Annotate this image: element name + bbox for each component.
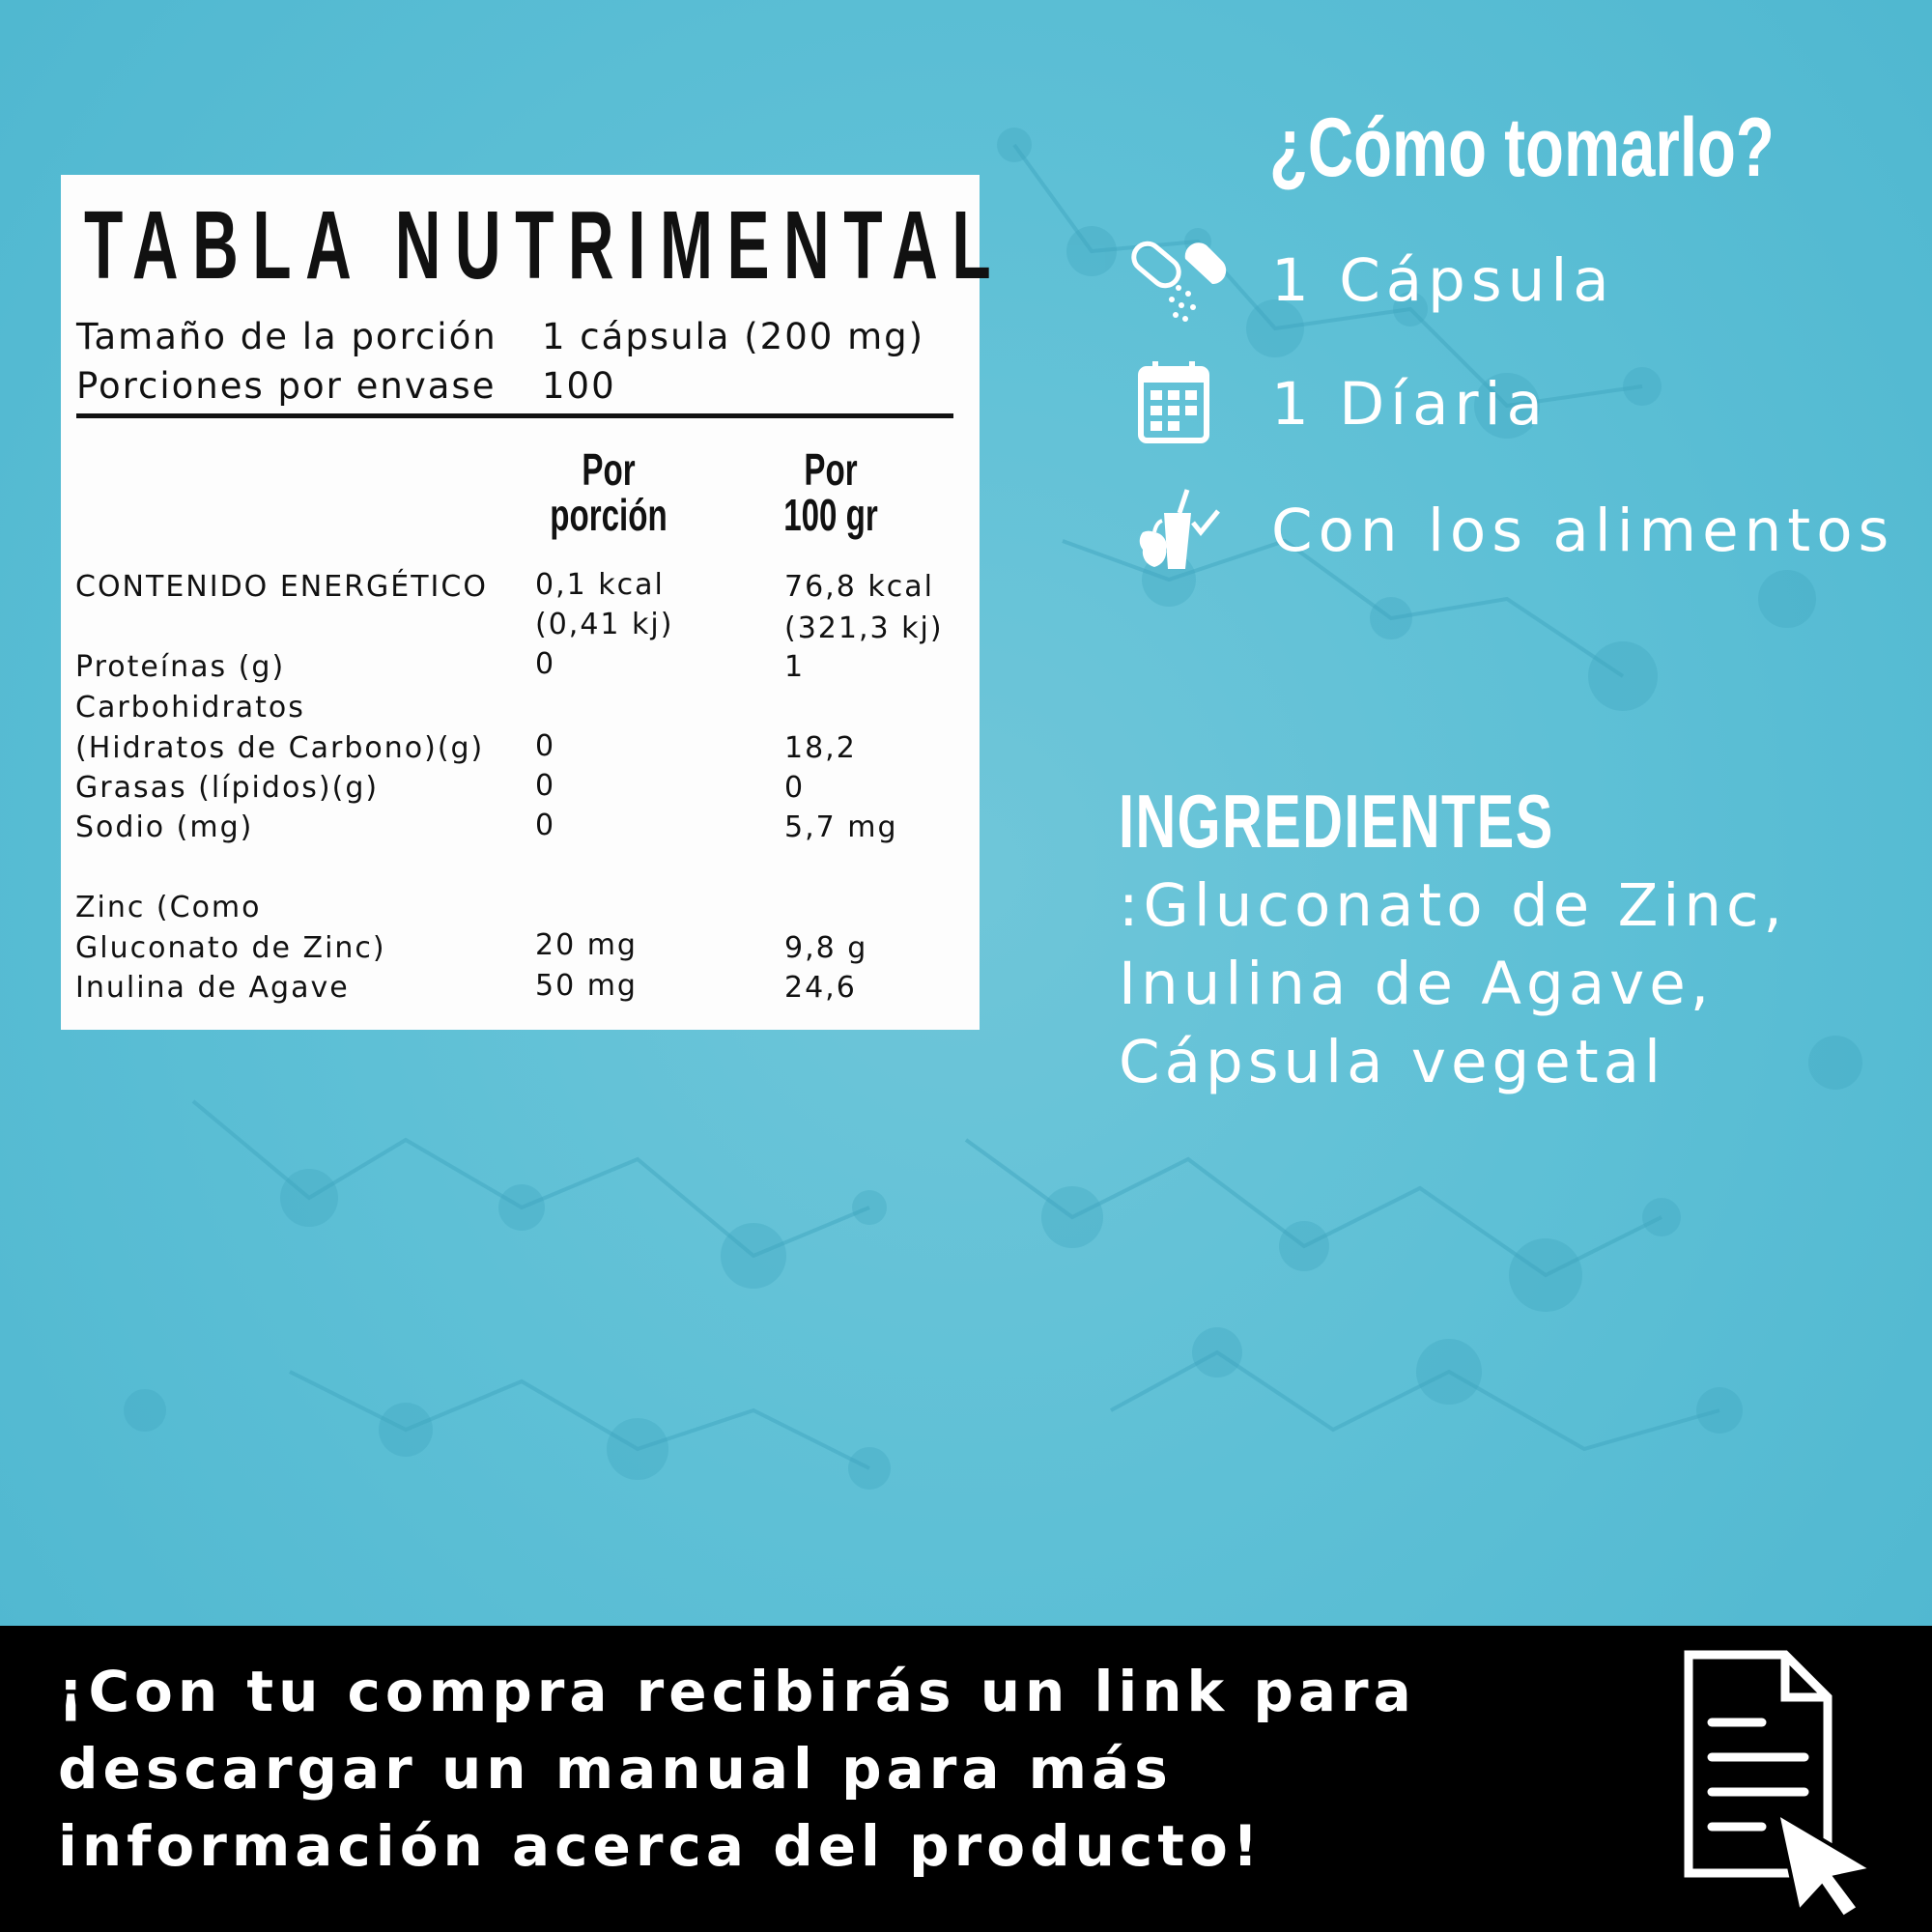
- ingredients-label: INGREDIENTES: [1119, 779, 1554, 864]
- divider: [76, 413, 953, 418]
- serving-size-value: 1 cápsula (200 mg): [542, 316, 925, 357]
- row-per-100: 18,2: [784, 731, 857, 765]
- how-to-text: 1 Cápsula: [1271, 246, 1615, 315]
- servings-row: [76, 365, 616, 407]
- row-per-serving: 0: [535, 647, 556, 681]
- row-per-serving: 20 mg: [535, 928, 638, 962]
- ingredients-text: :Gluconato de Zinc, Inulina de Agave, Cápsula vegetal: [1119, 871, 1787, 1096]
- nutrition-table: [61, 175, 1006, 1030]
- footer-text: ¡Con tu compra recibirás un link para descargar un manual para más información acerca del producto!: [58, 1659, 1416, 1879]
- food-icon: [1125, 488, 1232, 575]
- how-to-item-capsule: [1125, 238, 1918, 325]
- row-per-100: 1: [784, 650, 806, 684]
- capsule-icon: [1125, 238, 1232, 325]
- ingredients-block: [1119, 779, 1930, 1101]
- row-per-serving: 50 mg: [535, 969, 638, 1003]
- serving-size-row: [76, 316, 925, 357]
- calendar-icon: [1125, 361, 1232, 448]
- row-per-100: 24,6: [784, 971, 857, 1005]
- row-per-serving: 0: [535, 729, 556, 763]
- row-label: CONTENIDO ENERGÉTICO: [75, 570, 488, 604]
- footer-banner: [0, 1626, 1932, 1932]
- document-click-icon: [1681, 1645, 1884, 1916]
- row-label: Grasas (lípidos)(g): [75, 771, 380, 805]
- how-to-text: Con los alimentos: [1271, 497, 1895, 565]
- row-per-serving: 0: [535, 809, 556, 842]
- row-label: Zinc (Como: [75, 891, 262, 924]
- servings-value: 100: [542, 365, 616, 407]
- how-to-text: 1 Díaria: [1271, 370, 1548, 439]
- row-label: Carbohidratos: [75, 691, 305, 724]
- how-to-item-food: [1125, 488, 1918, 575]
- how-to-item-daily: [1125, 361, 1918, 448]
- servings-label: Porciones por envase: [76, 365, 497, 407]
- row-label: Gluconato de Zinc): [75, 931, 386, 965]
- row-per-100: 76,8 kcal: [784, 570, 934, 604]
- row-per-100: 9,8 g: [784, 931, 868, 965]
- row-per-100: (321,3 kj): [784, 611, 944, 645]
- table-title: TABLA NUTRIMENTAL: [84, 191, 1006, 299]
- serving-size-label: Tamaño de la porción: [76, 316, 497, 357]
- row-per-100: 0: [784, 771, 806, 805]
- col-header-per-100: Por 100 gr: [783, 444, 878, 540]
- row-label: Proteínas (g): [75, 650, 286, 684]
- row-per-100: 5,7 mg: [784, 810, 898, 844]
- row-per-serving: 0: [535, 769, 556, 803]
- row-per-serving: 0,1 kcal: [535, 568, 665, 602]
- row-label: Inulina de Agave: [75, 971, 350, 1005]
- row-label: (Hidratos de Carbono)(g): [75, 731, 485, 765]
- col-header-per-serving: Por porción: [550, 444, 668, 540]
- how-to-title: ¿Cómo tomarlo?: [1269, 101, 1775, 194]
- row-per-serving: (0,41 kj): [535, 608, 674, 641]
- row-label: Sodio (mg): [75, 810, 254, 844]
